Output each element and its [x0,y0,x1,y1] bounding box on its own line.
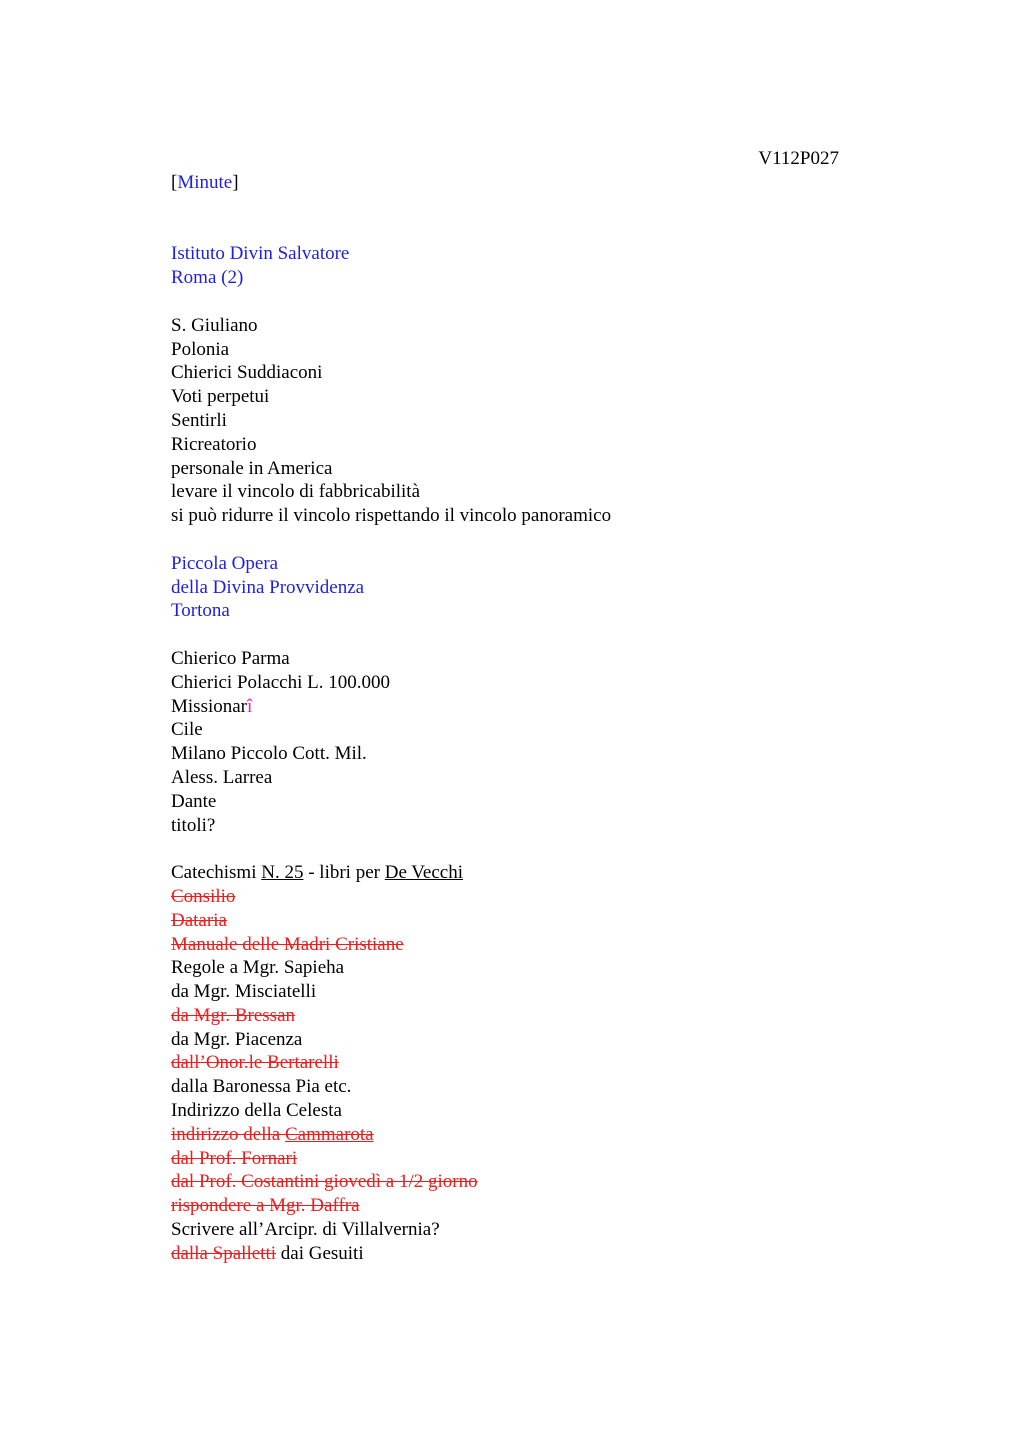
minute-label-line [171,171,871,195]
catechismi-line [171,861,871,885]
spacer [171,837,871,861]
struck-item: Dataria [171,909,227,931]
list-item: dalla Baronessa Pia etc. [171,1076,352,1098]
list-item: Dante [171,790,217,812]
list-item: Voti perpetui [171,386,270,408]
catechismi-recipient: De Vecchi [384,862,463,884]
struck-item: Manuale delle Madri Cristiane [171,933,404,955]
list-item: personale in America [171,457,333,479]
list-item: levare il vincolo di fabbricabilità [171,481,421,503]
struck-item: da Mgr. Bressan [171,1004,296,1026]
document-id: V112P027 [758,148,839,169]
struck-item: rispondere a Mgr. Daffra [171,1195,360,1217]
list-item: Ricreatorio [171,433,257,455]
missionari-text: Missionar [171,695,247,717]
list-item: Cile [171,719,203,741]
list-item: Regole a Mgr. Sapieha [171,957,345,979]
bracket-open: [ [171,172,178,193]
list-item: Indirizzo della Celesta [171,1100,342,1122]
list-item: Scrivere all’Arcipr. di Villalvernia? [171,1219,440,1241]
cammarota-text: indirizzo della [171,1123,285,1145]
section2-heading-line-3: Tortona [171,600,230,622]
spalletti-gesuiti-line [171,1242,871,1266]
section2-heading-line-1: Piccola Opera [171,552,279,574]
gesuiti-text: dai Gesuiti [276,1242,364,1264]
document-body [171,171,871,1266]
catechismi-text: - libri per [303,862,385,884]
struck-spalletti: dalla Spalletti [171,1242,277,1264]
cammarota-name: Cammarota [284,1123,374,1145]
catechismi-text: Catechismi [171,862,262,884]
list-item: da Mgr. Misciatelli [171,981,317,1003]
list-item: si può ridurre il vincolo rispettando il vincolo panoramico [171,505,612,527]
struck-item-cammarota [171,1123,871,1147]
list-item: Sentirli [171,409,227,431]
spacer [171,195,871,243]
list-item: S. Giuliano [171,314,258,336]
bracket-close: ] [232,172,239,193]
spacer [171,290,871,314]
section1-heading-line-2: Roma (2) [171,267,244,289]
list-item: Chierici Polacchi L. 100.000 [171,671,390,693]
struck-item: dal Prof. Fornari [171,1147,298,1169]
catechismi-number: N. 25 [261,862,304,884]
struck-item: Consilio [171,885,236,907]
list-item: titoli? [171,814,216,836]
missionari-accent: î [247,695,253,717]
spacer [171,528,871,552]
minute-label: Minute [177,172,233,193]
section2-heading-line-2: della Divina Provvidenza [171,576,365,598]
spacer [171,623,871,647]
struck-item: dall’Onor.le Bertarelli [171,1052,339,1074]
struck-item: dal Prof. Costantini giovedì a 1/2 giorno [171,1171,478,1193]
list-item-missionari [171,695,871,719]
list-item: da Mgr. Piacenza [171,1028,303,1050]
list-item: Polonia [171,338,230,360]
list-item: Milano Piccolo Cott. Mil. [171,743,367,765]
section1-heading-line-1: Istituto Divin Salvatore [171,243,350,265]
list-item: Chierico Parma [171,647,290,669]
list-item: Chierici Suddiaconi [171,362,323,384]
list-item: Aless. Larrea [171,766,273,788]
